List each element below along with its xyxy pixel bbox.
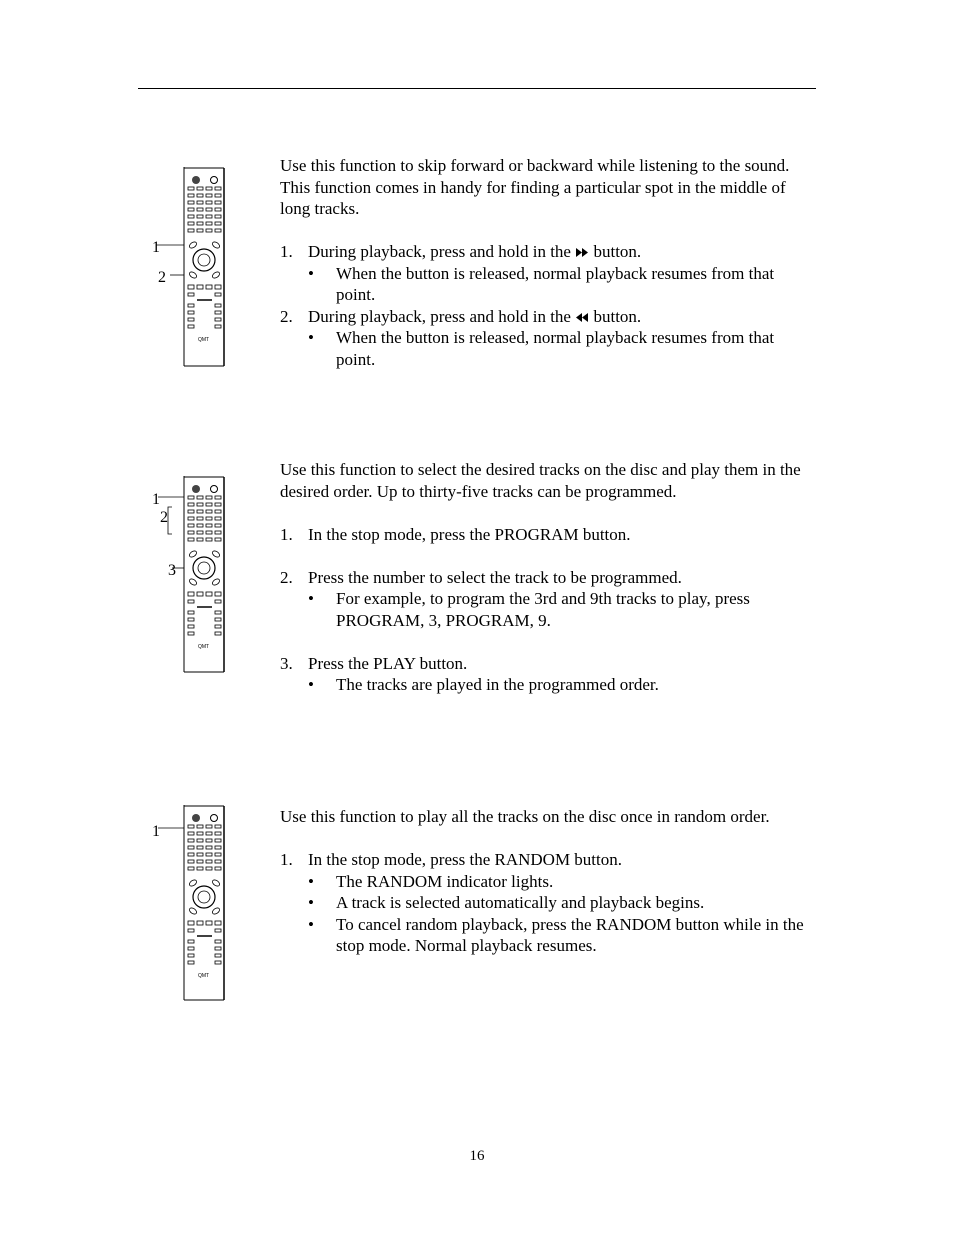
callout-label-1: 1: [152, 823, 160, 840]
callout-label-3: 3: [168, 562, 176, 579]
bullet-marker: •: [308, 263, 314, 283]
step-2: [280, 306, 815, 328]
callout-label-1: 1: [152, 491, 160, 508]
bullet-text: To cancel random playback, press the RANDOM button while in the stop mode. Normal playback resumes.: [336, 914, 804, 955]
step-text: In the stop mode, press the PROGRAM button.: [308, 524, 631, 544]
rewind-icon: [575, 312, 589, 323]
header-rule: [138, 88, 816, 89]
section-text: [280, 155, 815, 370]
step-text: Press the number to select the track to be programmed.: [308, 567, 682, 587]
step-2: [280, 567, 815, 589]
step-text-before: During playback, press and hold in the: [308, 242, 576, 261]
step-text-before: During playback, press and hold in the: [308, 306, 576, 326]
remote-control-figure: [140, 805, 240, 1005]
bullet-marker: •: [308, 328, 314, 347]
bullet-marker: •: [308, 675, 314, 694]
step-1-bullet: [280, 263, 815, 306]
step-3-bullet: [280, 674, 815, 696]
step-text: In the stop mode, press the RANDOM button.: [308, 850, 623, 869]
bullet-text: The RANDOM indicator lights.: [336, 871, 554, 891]
remote-control-figure: [140, 167, 240, 367]
step-number: 2.: [280, 567, 293, 587]
callout-label-1: 1: [152, 239, 160, 256]
bullet-marker: •: [308, 871, 314, 891]
svg-text:QMT: QMT: [198, 644, 210, 650]
step-number: 1.: [280, 242, 293, 261]
section-text: [280, 459, 815, 696]
remote-control-figure: [140, 476, 240, 676]
bullet-text: When the button is released, normal playback resumes from that point.: [336, 263, 775, 304]
step-1-bullet: [280, 914, 815, 957]
svg-text:QMT: QMT: [198, 337, 210, 343]
step-3: [280, 653, 815, 675]
intro-paragraph: Use this function to play all the tracks on the disc once in random order.: [280, 807, 770, 826]
step-text-after: button.: [589, 306, 642, 326]
callout-label-2: 2: [158, 269, 166, 286]
step-number: 2.: [280, 306, 293, 326]
step-2-bullet: [280, 327, 815, 370]
step-text-after: button.: [589, 242, 642, 261]
bullet-text: When the button is released, normal playback resumes from that point.: [336, 328, 775, 369]
section-text: [280, 806, 815, 957]
step-number: 1.: [280, 850, 293, 869]
step-1: [280, 524, 815, 546]
svg-text:QMT: QMT: [198, 973, 210, 979]
remote-illustration: [140, 805, 240, 1005]
callout-label-2: 2: [160, 509, 168, 526]
bullet-marker: •: [308, 589, 314, 608]
step-1: [280, 241, 815, 263]
step-number: 1.: [280, 524, 293, 544]
bullet-marker: •: [308, 893, 314, 912]
step-text: Press the PLAY button.: [308, 653, 468, 673]
page-number: 16: [469, 1148, 485, 1164]
remote-illustration: [140, 167, 240, 367]
fast-forward-icon: [575, 247, 589, 258]
step-1-bullet: [280, 892, 815, 914]
bullet-text: The tracks are played in the programmed order.: [336, 675, 659, 694]
step-number: 3.: [280, 653, 293, 673]
bullet-text: For example, to program the 3rd and 9th tracks to play, press PROGRAM, 3, PROGRAM, 9.: [336, 589, 750, 630]
remote-illustration: [140, 476, 240, 676]
step-1-bullet: [280, 871, 815, 893]
step-1: [280, 849, 815, 871]
bullet-text: A track is selected automatically and playback begins.: [336, 893, 705, 912]
bullet-marker: •: [308, 914, 314, 934]
step-2-bullet: [280, 588, 815, 631]
intro-paragraph: Use this function to select the desired tracks on the disc and play them in the desired order. Up to thirty-five tracks can be programmed.: [280, 460, 801, 501]
intro-paragraph: Use this function to skip forward or backward while listening to the sound. This function comes in handy for finding a particular spot in the middle of long tracks.: [280, 156, 790, 218]
